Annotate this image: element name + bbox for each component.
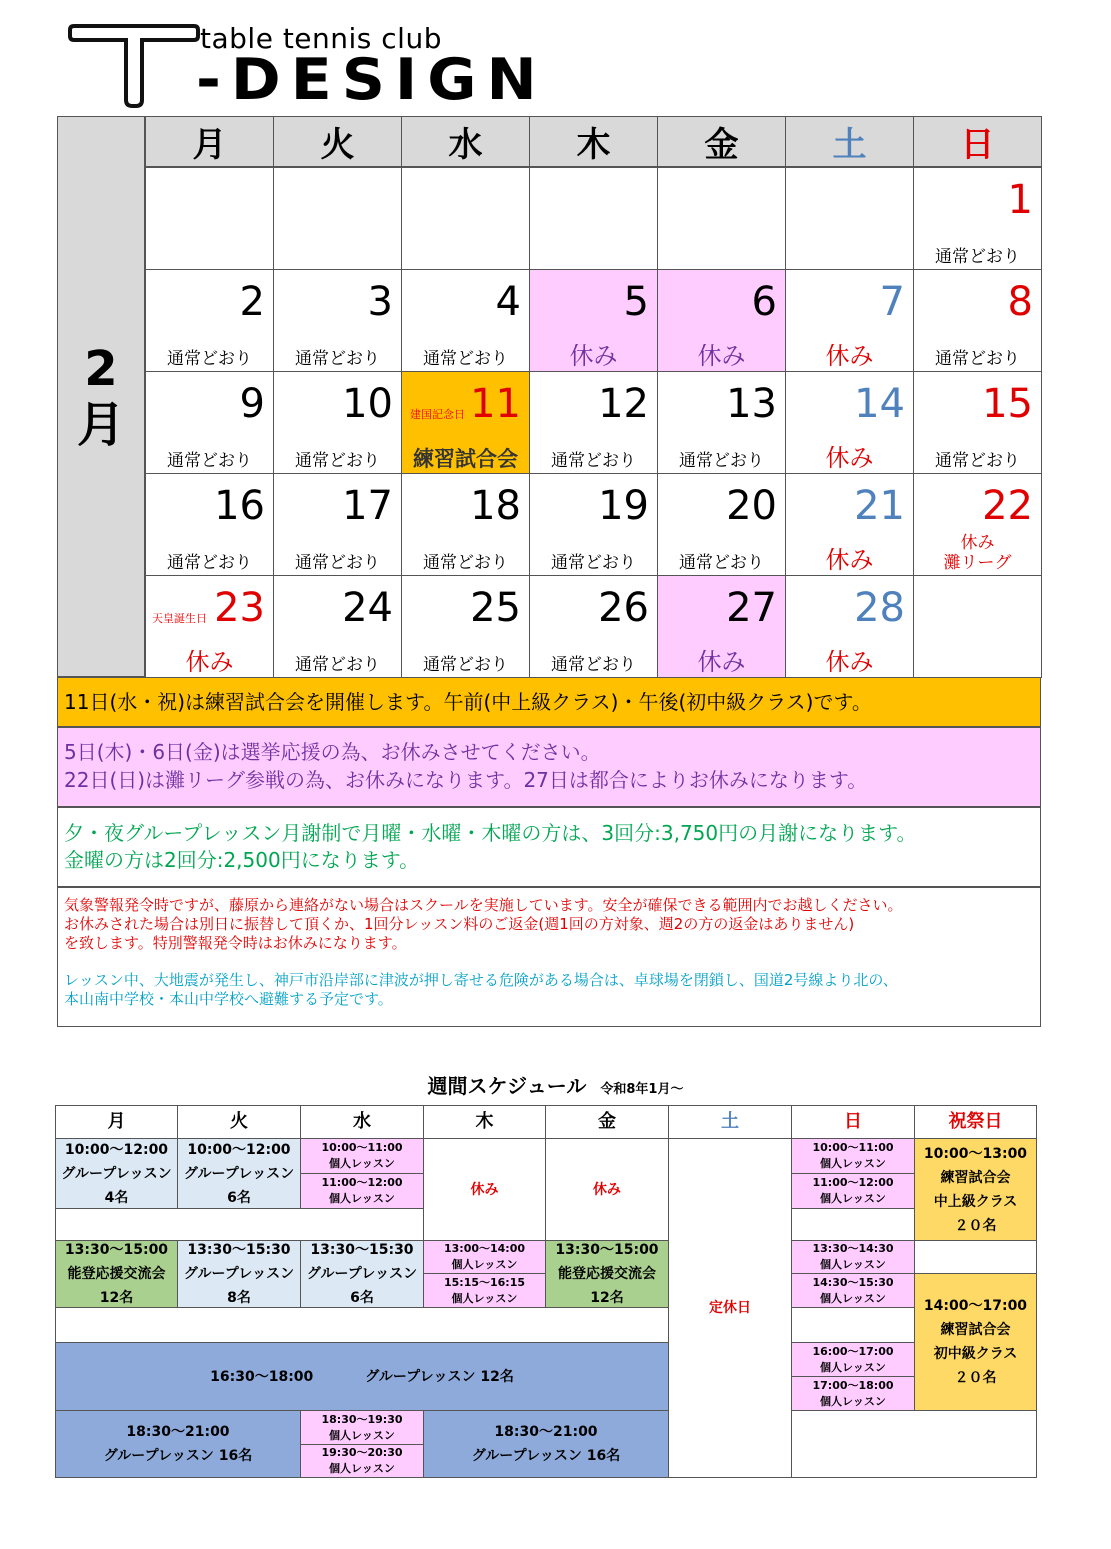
- weekly-header-7: [914, 1105, 1037, 1139]
- note-closures: [57, 727, 1041, 807]
- tue-pm-group: [177, 1240, 301, 1308]
- day-note: 練習試合会: [413, 447, 518, 471]
- day-note: 通常どおり: [551, 451, 636, 471]
- day-cell: [529, 269, 658, 372]
- day-note: 通常どおり: [423, 553, 508, 573]
- thu-am-off: [423, 1138, 546, 1241]
- mon-pm-noto: [55, 1240, 178, 1308]
- day-note: 休み: [569, 342, 618, 370]
- day-number: 15: [982, 381, 1033, 427]
- day-note: 通常どおり: [295, 451, 380, 471]
- day-cell: [913, 167, 1042, 270]
- tue-am-group: [177, 1138, 301, 1209]
- weekday-evening-group-line: グループレッスン 12名: [365, 1368, 514, 1385]
- fri-pm-noto-line: 13:30～15:00: [555, 1242, 659, 1258]
- day-note: 通常どおり: [551, 553, 636, 573]
- day-note: 休み: [825, 444, 874, 472]
- thufri-night-group-line: グループレッスン 16名: [471, 1448, 621, 1464]
- note-earthquake-line2: 本山南中学校・本山中学校へ避難する予定です。: [64, 990, 393, 1008]
- weekday-evening-group-line: 16:30～18:00: [210, 1368, 314, 1385]
- wed-night-private-1-line: 個人レッスン: [329, 1428, 395, 1442]
- sun-am-private-2: [791, 1173, 915, 1209]
- day-cell: [657, 371, 786, 474]
- weekly-header-0: [55, 1105, 178, 1139]
- day-cell: [785, 473, 914, 576]
- day-note: 通常どおり: [295, 553, 380, 573]
- note-closures-line1: 5日(木)・6日(金)は選挙応援の為、お休みさせてください。: [64, 740, 601, 764]
- day-note: 通常どおり: [295, 655, 380, 675]
- day-number: 14: [854, 381, 905, 427]
- day-cell: [145, 371, 274, 474]
- day-note: 通常どおり: [423, 655, 508, 675]
- day-note: 通常どおり: [167, 451, 252, 471]
- weekday-header-5: 土: [785, 116, 914, 167]
- sun-pm-private-1: [791, 1240, 915, 1274]
- day-cell: [401, 269, 530, 372]
- day-cell: [401, 167, 530, 270]
- day-cell: [273, 575, 402, 678]
- day-number: 5: [623, 279, 649, 325]
- day-cell: [529, 167, 658, 270]
- fri-pm-noto-line: 12名: [590, 1290, 624, 1306]
- thufri-night-group-line: 18:30～21:00: [494, 1424, 598, 1440]
- wed-am-private-1-line: 10:00～11:00: [321, 1141, 403, 1154]
- mon-am-group-line: 10:00～12:00: [64, 1141, 169, 1158]
- sun-pm-private-2-line: 14:30～15:30: [812, 1275, 894, 1289]
- day-number: 4: [495, 279, 521, 325]
- thu-pm-private-1: [423, 1240, 546, 1274]
- mon-pm-noto-line: 12名: [99, 1290, 134, 1306]
- day-number: 16: [214, 483, 265, 529]
- weekday-header-0: 月: [145, 116, 274, 167]
- wed-pm-group-line: 6名: [350, 1290, 374, 1306]
- montue-night-group-line: 18:30～21:00: [126, 1424, 230, 1440]
- note-fees-line2: 金曜の方は2回分:2,500円になります。: [64, 848, 420, 872]
- day-note: 通常どおり: [167, 349, 252, 369]
- day-note: 通常どおり: [935, 247, 1020, 267]
- montue-night-group: [55, 1410, 301, 1478]
- fri-pm-noto-line: 能登応援交流会: [558, 1266, 656, 1282]
- day-number: 28: [854, 585, 905, 631]
- day-number: 19: [598, 483, 649, 529]
- day-note: 休み: [185, 648, 234, 676]
- day-number: 20: [726, 483, 777, 529]
- note-weather-line3: を致します。特別警報発令時はお休みになります。: [64, 934, 407, 952]
- tue-pm-group-line: 8名: [227, 1290, 251, 1306]
- weekday-header-2: 水: [401, 116, 530, 167]
- day-number: 21: [854, 483, 905, 529]
- weekday-pm-gap: [55, 1307, 669, 1343]
- sun-pm-private-2: [791, 1273, 915, 1308]
- day-cell: [529, 371, 658, 474]
- day-cell: [657, 473, 786, 576]
- holiday-am-match-line: 中上級クラス: [933, 1193, 1018, 1210]
- logo-t-mark: [66, 22, 202, 108]
- weekly-title-text: 週間スケジュール: [427, 1074, 587, 1098]
- sun-am-private-1: [791, 1138, 915, 1174]
- day-number: 22: [982, 483, 1033, 529]
- tue-pm-group-line: グループレッスン: [183, 1266, 295, 1282]
- day-cell: [273, 371, 402, 474]
- weekly-subtitle: 令和8年1月～: [600, 1082, 684, 1097]
- wed-am-private-2-line: 11:00～12:00: [321, 1176, 403, 1189]
- holiday-name: 天皇誕生日: [152, 612, 207, 625]
- sun-pm-private-2-line: 個人レッスン: [820, 1291, 886, 1305]
- wed-pm-group: [300, 1240, 424, 1308]
- sun-pm-private-1-line: 13:30～14:30: [812, 1242, 894, 1255]
- sun-eve-private-1-line: 16:00～17:00: [812, 1344, 894, 1358]
- sun-am-gap: [791, 1208, 915, 1241]
- day-cell: [529, 575, 658, 678]
- note-fees-line1: 夕・夜グループレッスン月謝制で月曜・水曜・木曜の方は、3回分:3,750円の月謝になります。: [64, 821, 917, 845]
- weekday-header-6: 日: [913, 116, 1042, 167]
- sun-am-private-1-line: 10:00～11:00: [812, 1141, 894, 1154]
- sun-am-private-2-line: 11:00～12:00: [812, 1176, 894, 1189]
- sun-eve-private-2: [791, 1376, 915, 1411]
- day-number: 27: [726, 585, 777, 631]
- day-cell: [913, 269, 1042, 372]
- day-cell: [145, 473, 274, 576]
- day-number: 13: [726, 381, 777, 427]
- tue-am-group-line: 6名: [227, 1189, 251, 1206]
- mon-am-group-line: 4名: [104, 1189, 129, 1206]
- day-cell: [657, 269, 786, 372]
- holiday-am-match: [914, 1138, 1037, 1241]
- note-practice-match: [57, 677, 1041, 727]
- weekly-header-3-line: 木: [475, 1111, 494, 1132]
- day-cell: [273, 269, 402, 372]
- day-note: 休み: [825, 648, 874, 676]
- sun-eve-private-2-line: 個人レッスン: [820, 1394, 886, 1408]
- weekly-header-5-line: 土: [721, 1111, 739, 1132]
- day-cell: [145, 269, 274, 372]
- wed-night-private-1: [300, 1410, 424, 1445]
- wed-pm-group-line: 13:30～15:30: [310, 1242, 414, 1258]
- month-label: [57, 116, 145, 677]
- wed-pm-group-line: グループレッスン: [306, 1266, 418, 1282]
- weekly-header-5: [668, 1105, 792, 1139]
- wed-am-private-2: [300, 1173, 424, 1209]
- weekly-title: [0, 1070, 1111, 1099]
- weekly-header-3: [423, 1105, 546, 1139]
- day-note: 通常どおり: [295, 349, 380, 369]
- thu-pm-private-2-line: 15:15～16:15: [443, 1275, 526, 1289]
- holiday-name: 建国記念日: [410, 408, 465, 421]
- weekday-evening-group: [55, 1342, 669, 1411]
- day-cell: [401, 371, 530, 474]
- day-number: 8: [1007, 279, 1033, 325]
- day-cell: [657, 167, 786, 270]
- mon-am-group: [55, 1138, 178, 1209]
- day-note: 休み: [697, 342, 746, 370]
- montue-night-group-line: グループレッスン 16名: [103, 1448, 253, 1464]
- day-cell: [785, 371, 914, 474]
- day-cell: [401, 473, 530, 576]
- fri-am-off: [545, 1138, 669, 1241]
- note-fees: [57, 807, 1041, 887]
- day-cell: [913, 575, 1042, 678]
- day-number: 7: [879, 279, 905, 325]
- thu-pm-private-2: [423, 1273, 546, 1308]
- weekly-header-4: [545, 1105, 669, 1139]
- wed-am-private-1-line: 個人レッスン: [329, 1157, 395, 1170]
- sun-eve-private-1: [791, 1342, 915, 1377]
- fri-am-off-line: 休み: [593, 1181, 621, 1198]
- tue-pm-group-line: 13:30～15:30: [187, 1242, 291, 1258]
- weekly-header-7-line: 祝祭日: [948, 1111, 1003, 1132]
- weekly-header-4-line: 金: [598, 1111, 616, 1132]
- day-note: 通常どおり: [679, 451, 764, 471]
- sun-am-private-2-line: 個人レッスン: [820, 1192, 886, 1205]
- day-cell: [401, 575, 530, 678]
- day-number: 3: [367, 279, 393, 325]
- weekday-header-1: 火: [273, 116, 402, 167]
- day-cell: [785, 167, 914, 270]
- brand-wordmark: -DESIGN: [196, 46, 547, 114]
- weekly-header-2-line: 水: [353, 1111, 371, 1132]
- fri-pm-noto: [545, 1240, 669, 1308]
- sun-pm-private-1-line: 個人レッスン: [820, 1258, 886, 1271]
- thu-pm-private-1-line: 個人レッスン: [451, 1258, 518, 1271]
- day-number: 17: [342, 483, 393, 529]
- day-cell: [913, 473, 1042, 576]
- weekly-header-2: [300, 1105, 424, 1139]
- day-cell: [913, 371, 1042, 474]
- wed-night-private-2: [300, 1444, 424, 1478]
- day-number: 18: [470, 483, 521, 529]
- tue-am-group-line: 10:00～12:00: [187, 1141, 291, 1158]
- holiday-am-match-line: ２０名: [954, 1217, 997, 1234]
- tue-am-group-line: グループレッスン: [183, 1165, 295, 1182]
- day-note: 通常どおり: [935, 451, 1020, 471]
- day-note: 通常どおり: [423, 349, 508, 369]
- day-number: 10: [342, 381, 393, 427]
- mon-pm-noto-line: 能登応援交流会: [67, 1266, 166, 1282]
- weekly-header-6: [791, 1105, 915, 1139]
- day-cell: [145, 575, 274, 678]
- day-number: 1: [1007, 177, 1033, 223]
- holiday-gap: [914, 1240, 1037, 1274]
- month-number: 2: [84, 340, 118, 397]
- club-subtitle: table tennis club: [200, 22, 442, 55]
- holiday-pm-match-line: 14:00～17:00: [923, 1298, 1028, 1314]
- sat-closed-line: 定休日: [709, 1300, 751, 1316]
- weekly-header-1-line: 火: [230, 1111, 248, 1132]
- holiday-pm-match-line: ２０名: [954, 1370, 997, 1386]
- day-number: 12: [598, 381, 649, 427]
- wed-night-private-2-line: 19:30～20:30: [321, 1446, 403, 1459]
- day-number: 24: [342, 585, 393, 631]
- weekday-header-4: 金: [657, 116, 786, 167]
- weekly-header-1: [177, 1105, 301, 1139]
- holiday-pm-match: [914, 1273, 1037, 1411]
- day-number: 2: [239, 279, 265, 325]
- weekly-header-6-line: 日: [844, 1111, 862, 1132]
- sat-closed: [668, 1138, 792, 1478]
- wed-night-private-2-line: 個人レッスン: [329, 1462, 395, 1475]
- day-cell: [657, 575, 786, 678]
- wed-night-private-1-line: 18:30～19:30: [321, 1412, 403, 1426]
- day-number: 11: [470, 381, 521, 427]
- weekly-header-0-line: 月: [107, 1111, 126, 1132]
- day-cell: [785, 269, 914, 372]
- note-closures-line2: 22日(日)は灘リーグ参戦の為、お休みになります。27日は都合によりお休みになります。: [64, 768, 868, 792]
- day-note: 休み: [697, 648, 746, 676]
- note-weather-line2: お休みされた場合は別日に振替して頂くか、1回分レッスン料のご返金(週1回の方対象、週2の方の返金はありません): [64, 915, 855, 933]
- mon-am-group-line: グループレッスン: [61, 1165, 172, 1182]
- sun-am-private-1-line: 個人レッスン: [820, 1157, 886, 1170]
- day-note: 通常どおり: [551, 655, 636, 675]
- day-cell: [273, 473, 402, 576]
- day-note: 休み: [825, 342, 874, 370]
- day-note: 通常どおり: [679, 553, 764, 573]
- day-note: 通常どおり: [935, 349, 1020, 369]
- sun-hol-night-empty: [791, 1410, 1037, 1478]
- note-emergency: [57, 887, 1041, 1027]
- sun-eve-private-2-line: 17:00～18:00: [812, 1378, 894, 1392]
- day-number: 23: [214, 585, 265, 631]
- day-number: 25: [470, 585, 521, 631]
- day-note: 通常どおり: [167, 553, 252, 573]
- day-cell: [785, 575, 914, 678]
- mon-pm-noto-line: 13:30～15:00: [64, 1242, 169, 1258]
- sun-pm-gap: [791, 1307, 915, 1343]
- note-practice-match-text: 11日(水・祝)は練習試合会を開催します。午前(中上級クラス)・午後(初中級クラス)です。: [64, 690, 872, 714]
- sun-eve-private-1-line: 個人レッスン: [820, 1360, 886, 1374]
- day-cell: [273, 167, 402, 270]
- day-cell: [529, 473, 658, 576]
- wed-am-private-2-line: 個人レッスン: [329, 1192, 395, 1205]
- holiday-pm-match-line: 初中級クラス: [933, 1346, 1018, 1362]
- holiday-pm-match-line: 練習試合会: [940, 1322, 1011, 1338]
- holiday-am-match-line: 10:00～13:00: [923, 1145, 1028, 1162]
- holiday-am-match-line: 練習試合会: [940, 1169, 1011, 1186]
- day-cell: [145, 167, 274, 270]
- weekday-header-3: 木: [529, 116, 658, 167]
- day-note: 休み 灘リーグ: [943, 533, 1012, 573]
- day-note: 休み: [825, 546, 874, 574]
- mon-wed-am-gap: [55, 1208, 424, 1241]
- thu-pm-private-2-line: 個人レッスン: [451, 1291, 518, 1305]
- day-number: 26: [598, 585, 649, 631]
- month-kanji: 月: [76, 396, 125, 453]
- thufri-night-group: [423, 1410, 669, 1478]
- day-number: 9: [239, 381, 265, 427]
- note-earthquake-line1: レッスン中、大地震が発生し、神戸市沿岸部に津波が押し寄せる危険がある場合は、卓球場を閉鎖し、国道2号線より北の、: [64, 971, 898, 989]
- thu-pm-private-1-line: 13:00～14:00: [443, 1242, 526, 1255]
- note-weather-line1: 気象警報発令時ですが、藤原から連絡がない場合はスクールを実施しています。安全が確保できる範囲内でお越しください。: [64, 896, 903, 914]
- wed-am-private-1: [300, 1138, 424, 1174]
- thu-am-off-line: 休み: [470, 1181, 499, 1198]
- day-number: 6: [751, 279, 777, 325]
